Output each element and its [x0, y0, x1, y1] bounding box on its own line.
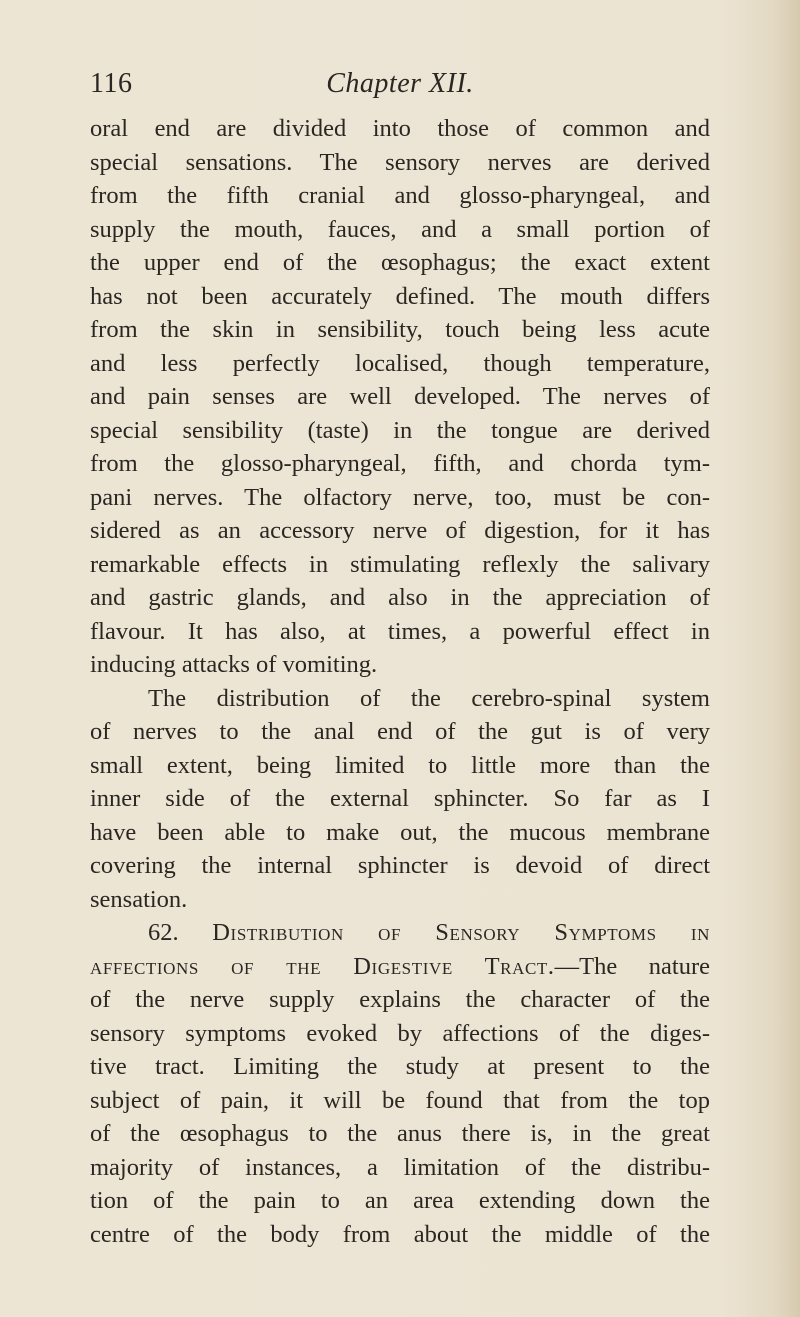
text-line: centre of the body from about the middle of the	[90, 1220, 710, 1248]
text-line: supply the mouth, fauces, and a small portion of	[90, 215, 710, 243]
text-line: of the nerve supply explains the character of the	[90, 986, 710, 1013]
text-line: majority of instances, a limitation of the distribu-	[90, 1153, 710, 1181]
text-line: sidered as an accessory nerve of digestion, for it has	[90, 517, 710, 544]
text-line: and gastric glands, and also in the appreciation of	[90, 584, 710, 611]
section-number: 62.	[148, 919, 179, 946]
page-number: 116	[90, 68, 133, 99]
em-dash: —	[554, 952, 580, 980]
text-line: special sensations. The sensory nerves are derived	[90, 148, 710, 176]
text-line: oral end are divided into those of common and	[90, 115, 710, 142]
running-head: Chapter XII.	[326, 68, 474, 99]
text-line: inducing attacks of vomiting.	[90, 651, 378, 678]
section-heading-continued: affections of the Digestive Tract.	[90, 952, 555, 980]
text-line: of nerves to the anal end of the gut is of very	[90, 718, 710, 745]
text-line: from the fifth cranial and glosso-pharyngeal, and	[90, 182, 710, 209]
text-line: the upper end of the œsophagus; the exact extent	[90, 249, 710, 276]
text-line: tive tract. Limiting the study at present to the	[90, 1053, 710, 1080]
text-line: sensation.	[90, 885, 188, 913]
text-line: inner side of the external sphincter. So far as I	[90, 785, 710, 812]
text-line: small extent, being limited to little more than the	[90, 751, 710, 779]
body-text	[90, 112, 710, 1251]
section-heading-line	[90, 950, 710, 984]
text-line: of the œsophagus to the anus there is, in the great	[90, 1120, 710, 1147]
text-line: pani nerves. The olfactory nerve, too, must be con-	[90, 483, 710, 511]
section-text-start: The nature	[579, 952, 710, 980]
text-line: tion of the pain to an area extending down the	[90, 1187, 710, 1214]
section-heading-line	[90, 916, 710, 950]
text-line: and less perfectly localised, though temperature,	[90, 349, 710, 377]
page-header	[90, 68, 710, 108]
text-line: remarkable effects in stimulating reflexly the salivary	[90, 550, 710, 578]
text-line: from the glosso-pharyngeal, fifth, and chorda tym-	[90, 450, 710, 477]
text-line: covering the internal sphincter is devoid of direct	[90, 852, 710, 879]
text-line: sensory symptoms evoked by affections of the diges-	[90, 1019, 710, 1047]
text-line: and pain senses are well developed. The nerves of	[90, 383, 710, 410]
text-line: flavour. It has also, at times, a powerful effect in	[90, 617, 710, 645]
text-line: from the skin in sensibility, touch being less acute	[90, 316, 710, 343]
text-line: have been able to make out, the mucous membrane	[90, 818, 710, 846]
text-line: subject of pain, it will be found that from the top	[90, 1086, 710, 1114]
text-line: has not been accurately defined. The mouth differs	[90, 282, 710, 310]
section-heading: Distribution of Sensory Symptoms in	[212, 919, 710, 946]
text-line: special sensibility (taste) in the tongue are derived	[90, 416, 710, 444]
text-line: The distribution of the cerebro-spinal system	[148, 684, 710, 712]
